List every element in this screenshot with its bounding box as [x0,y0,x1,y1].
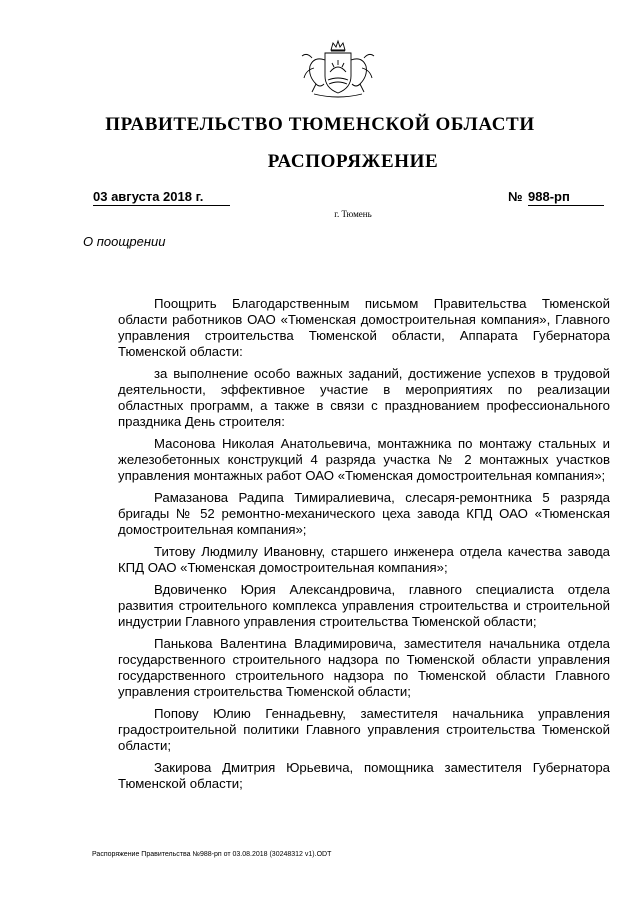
body-paragraph: Поощрить Благодарственным письмом Правительства Тюменской области работников ОАО «Тюменская домостроительная компания», Главного управления строительства Тюменской области, Аппарата Губернатора Тюменской области: [118,296,610,359]
body-paragraph: Титову Людмилу Ивановну, старшего инженера отдела качества завода КПД ОАО «Тюменская домостроительная компания»; [118,544,610,575]
body-paragraph: Вдовиченко Юрия Александровича, главного специалиста отдела развития строительного комплекса управления строительства и строительной индустрии Главного управления строительства Тюменской области; [118,582,610,629]
number-sign: № [508,189,523,204]
body-paragraph: Панькова Валентина Владимировича, заместителя начальника отдела государственного строительного надзора по Тюменской области управления государственного строительного надзора по Тюменской области Главного управления строительства Тюменской области; [118,636,610,699]
body-paragraph: Рамазанова Радипа Тимиралиевича, слесаря-ремонтника 5 разряда бригады № 52 ремонтно-механического цеха завода КПД ОАО «Тюменская домостроительная компания»; [118,490,610,537]
body-paragraph: Попову Юлию Геннадьевну, заместителя начальника управления градостроительной политики Главного управления строительства Тюменской области; [118,706,610,753]
government-title: ПРАВИТЕЛЬСТВО ТЮМЕНСКОЙ ОБЛАСТИ [105,114,535,135]
document-type: РАСПОРЯЖЕНИЕ [267,151,439,172]
document-footer: Распоряжение Правительства №988-рп от 03.08.2018 (30248312 v1).ODT [92,851,332,858]
document-city: г. Тюмень [334,209,372,219]
document-body [118,296,610,798]
body-paragraph: Масонова Николая Анатольевича, монтажника по монтажу стальных и железобетонных конструкций 4 разряда участка № 2 монтажных участков управления монтажных работ ОАО «Тюменская домостроительная компания»; [118,436,610,483]
body-paragraph: за выполнение особо важных заданий, достижение успехов в трудовой деятельности, эффективное участие в мероприятиях по реализации областных программ, а также в связи с празднованием профессионального праздника День строителя: [118,366,610,429]
document-subject: О поощрении [83,234,166,249]
document-number: 988-рп [528,189,604,206]
document-date: 03 августа 2018 г. [93,189,230,206]
tyumen-region-coat-of-arms-icon [292,38,384,100]
body-paragraph: Закирова Дмитрия Юрьевича, помощника заместителя Губернатора Тюменской области; [118,760,610,791]
